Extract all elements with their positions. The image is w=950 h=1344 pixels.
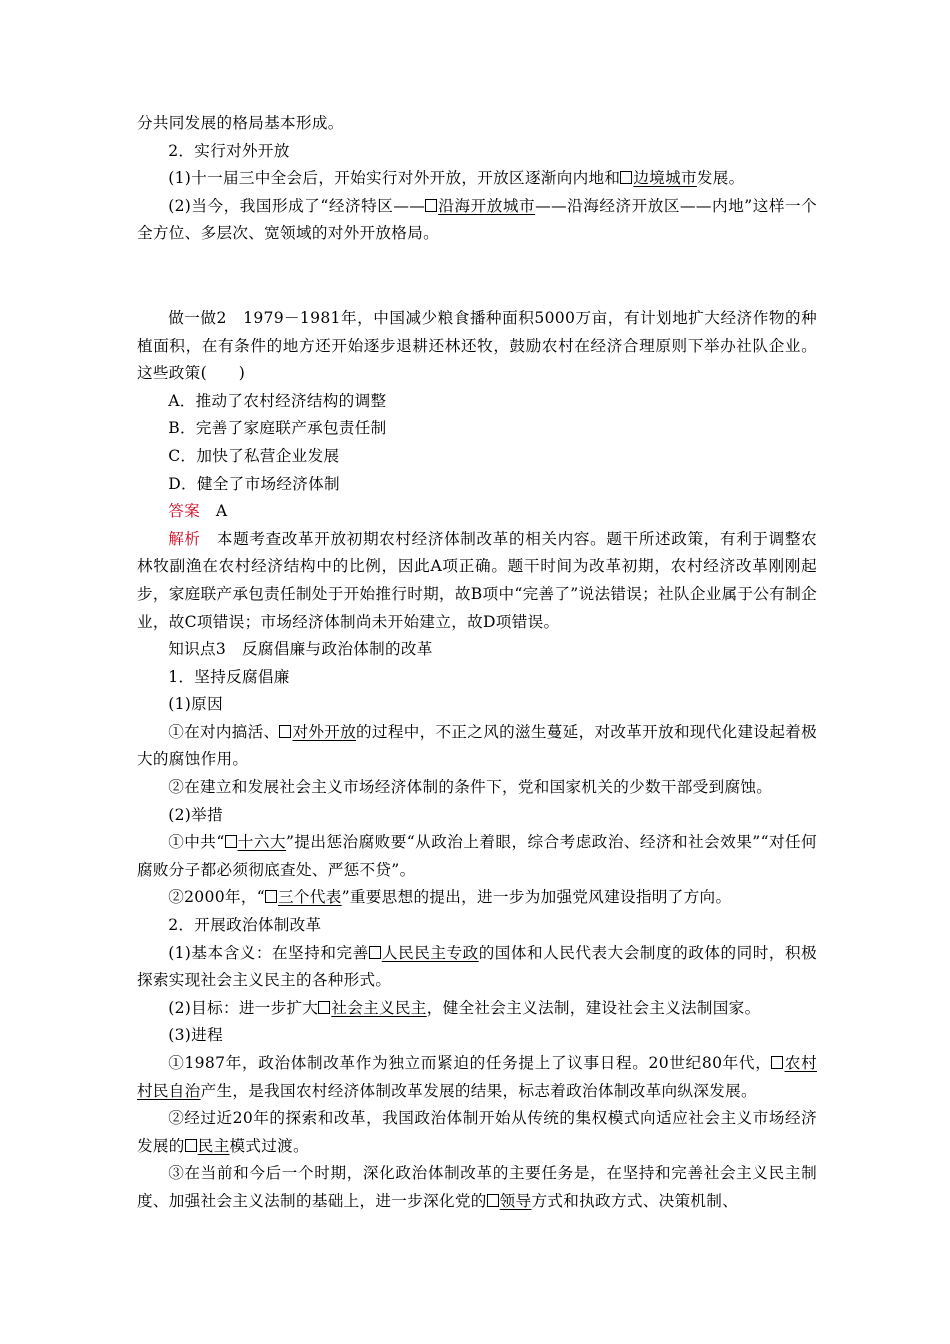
fill-blank: 沿海开放城市 xyxy=(425,197,535,215)
paragraph: (1)基本含义：在坚持和完善 人民民主专政的国体和人民代表大会制度的政体的同时，积极探索实现社会主义民主的各种形式。 xyxy=(137,943,817,990)
fill-blank: 三个代表 xyxy=(265,888,342,906)
option-b: B．完善了家庭联产承包责任制 xyxy=(168,419,387,438)
checkbox-icon xyxy=(620,171,632,184)
answer-line xyxy=(137,498,817,526)
paragraph: ③在当前和今后一个时期，深化政治体制改革的主要任务是，在坚持和完善社会主义民主制度、加强社会主义法制的基础上，进一步深化党的 领导方式和执政方式、决策机制、 xyxy=(137,1164,817,1210)
section-heading: 2．开展政治体制改革 xyxy=(168,916,322,935)
section-heading: 2．实行对外开放 xyxy=(168,141,290,160)
paragraph: ①1987年，政治体制改革作为独立而紧迫的任务提上了议事日程。20世纪80年代， 农村村民自治产生，是我国农村经济体制改革发展的结果，标志着政治体制改革向纵深发展。 xyxy=(137,1054,817,1100)
fill-blank: 农村村民自治 xyxy=(137,1054,817,1100)
checkbox-icon xyxy=(318,1001,330,1014)
checkbox-icon xyxy=(425,199,437,212)
option-a: A．推动了农村经济结构的调整 xyxy=(168,391,387,410)
paragraph: ①在对内搞活、 对外开放的过程中，不正之风的滋生蔓延，对改革开放和现代化建设起着极大的腐蚀作用。 xyxy=(137,722,817,769)
knowledge-point-heading: 知识点3 反腐倡廉与政治体制的改革 xyxy=(168,640,433,659)
paragraph: (1)十一届三中全会后，开始实行对外开放，开放区逐渐向内地和 边境城市发展。 xyxy=(168,169,745,188)
checkbox-icon xyxy=(487,1194,499,1207)
paragraph: ②2000年，“ 三个代表”重要思想的提出，进一步为加强党风建设指明了方向。 xyxy=(168,888,732,907)
checkbox-icon xyxy=(279,725,291,738)
fill-blank: 领导 xyxy=(487,1192,532,1210)
option-d: D．健全了市场经济体制 xyxy=(168,474,340,493)
fill-blank: 民主 xyxy=(185,1137,230,1155)
checkbox-icon xyxy=(225,835,237,848)
paragraph: 分共同发展的格局基本形成。 xyxy=(137,114,344,132)
checkbox-icon xyxy=(771,1056,783,1069)
answer-label: 答案 xyxy=(168,502,200,521)
fill-blank: 人民民主专政 xyxy=(369,944,479,962)
checkbox-icon xyxy=(185,1139,197,1152)
subsection-heading: (1)原因 xyxy=(168,695,223,714)
fill-blank: 对外开放 xyxy=(279,723,356,741)
checkbox-icon xyxy=(369,946,381,959)
answer-value: A xyxy=(199,502,228,521)
fill-blank: 十六大 xyxy=(225,833,286,851)
checkbox-icon xyxy=(265,890,277,903)
paragraph: ①中共“ 十六大”提出惩治腐败要“从政治上着眼，综合考虑政治、经济和社会效果”“对任何腐败分子都必须彻底查处、严惩不贷”。 xyxy=(137,833,817,879)
paragraph: ②经过近20年的探索和改革，我国政治体制开始从传统的集权模式向适应社会主义市场经济发展的 民主模式过渡。 xyxy=(137,1109,817,1155)
spacer xyxy=(137,248,817,305)
analysis-label: 解析 xyxy=(168,529,201,548)
paragraph: (2)当今，我国形成了“经济特区—— 沿海开放城市——沿海经济开放区——内地”这样一个全方位、多层次、宽领域的对外开放格局。 xyxy=(137,196,818,243)
analysis-paragraph: 解析 本题考查改革开放初期农村经济体制改革的相关内容。题干所述政策，有利于调整农林牧副渔在农村经济结构中的比例，因此A项正确。题干时间为改革初期，农村经济改革刚刚起步，家庭联产承包责任制处于开始推行时期，故B项中“完善了”说法错误；社队企业属于公有制企业，故C项错误；市场经济体制尚未开始建立，故D项错误。 xyxy=(137,529,817,631)
fill-blank: 边境城市 xyxy=(620,169,697,187)
subsection-heading: (2)举措 xyxy=(168,805,223,824)
paragraph: (2)目标：进一步扩大 社会主义民主，健全社会主义法制，建设社会主义法制国家。 xyxy=(168,998,761,1017)
option-c: C．加快了私营企业发展 xyxy=(168,446,340,465)
fill-blank: 社会主义民主 xyxy=(318,999,426,1017)
question-stem: 做一做2 1979－1981年，中国减少粮食播种面积5000万亩，有计划地扩大经济作物的种植面积，在有条件的地方还开始逐步退耕还林还牧，鼓励农村在经济合理原则下举办社队企业。这些政策( ) xyxy=(137,308,817,383)
paragraph: ②在建立和发展社会主义市场经济体制的条件下，党和国家机关的少数干部受到腐蚀。 xyxy=(168,778,773,797)
subsection-heading: (3)进程 xyxy=(168,1026,223,1045)
document-page xyxy=(137,110,817,1216)
section-heading: 1．坚持反腐倡廉 xyxy=(168,667,290,686)
